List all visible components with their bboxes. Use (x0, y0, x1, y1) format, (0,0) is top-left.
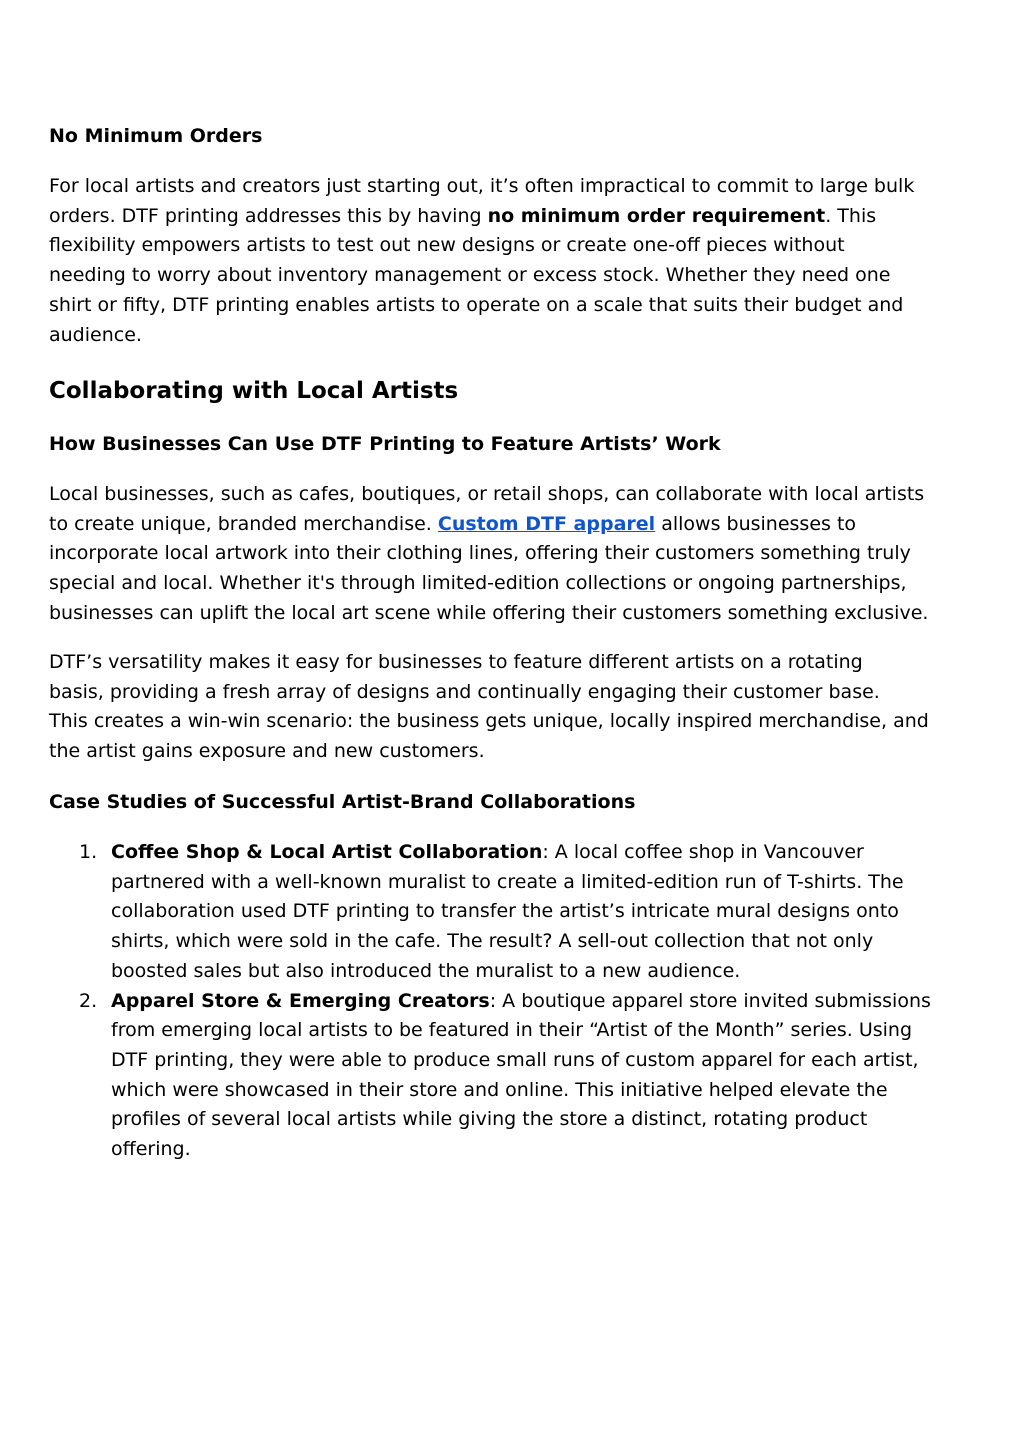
text-line: profiles of several local artists while giving the store a distinct, rotating product (111, 1108, 868, 1131)
heading-collaborating-with-local-artists: Collaborating with Local Artists (49, 378, 459, 404)
heading-case-studies: Case Studies of Successful Artist-Brand Collaborations (49, 791, 636, 813)
bold-no-minimum-requirement: no minimum order requirement (487, 204, 826, 227)
list-number: 2. (79, 989, 98, 1012)
text-line: which were showcased in their store and online. This initiative helped elevate the (111, 1078, 888, 1101)
paragraph-local-businesses (49, 480, 969, 629)
text-line: orders. DTF printing addresses this by having no minimum order requirement. This (49, 204, 877, 227)
heading-how-businesses: How Businesses Can Use DTF Printing to Feature Artists’ Work (49, 433, 721, 455)
list-item (49, 987, 969, 1165)
text-line: to create unique, branded merchandise. Custom DTF apparel allows businesses to (49, 512, 857, 535)
text-line: shirts, which were sold in the cafe. The result? A sell-out collection that not only (111, 930, 874, 953)
text-line: For local artists and creators just starting out, it’s often impractical to commit to large bulk (49, 175, 915, 197)
text-line: DTF’s versatility makes it easy for businesses to feature different artists on a rotating (49, 651, 863, 673)
case-title: Coffee Shop & Local Artist Collaboration (111, 841, 543, 863)
text-line: flexibility empowers artists to test out new designs or create one-off pieces without (49, 234, 845, 257)
text-line: partnered with a well-known muralist to create a limited-edition run of T-shirts. The (111, 870, 904, 893)
text-line: incorporate local artwork into their clothing lines, offering their customers something truly (49, 542, 911, 565)
text-line: basis, providing a fresh array of designs and continually engaging their customer base. (49, 680, 880, 703)
text-line: audience. (49, 323, 142, 346)
heading-no-minimum-orders: No Minimum Orders (49, 125, 263, 147)
text-line: boosted sales but also introduced the muralist to a new audience. (111, 959, 741, 982)
text-line: special and local. Whether it's through limited-edition collections or ongoing partnerships, (49, 572, 907, 595)
list-item (49, 838, 969, 987)
text-line: offering. (111, 1138, 191, 1161)
text-line: Apparel Store & Emerging Creators: A boutique apparel store invited submissions (111, 989, 931, 1012)
paragraph-dtf-versatility (49, 648, 969, 767)
paragraph-no-minimum (49, 172, 969, 350)
text-line: from emerging local artists to be featured in their “Artist of the Month” series. Using (111, 1019, 913, 1042)
text-line: Coffee Shop & Local Artist Collaboration: A local coffee shop in Vancouver (111, 841, 864, 863)
custom-dtf-apparel-link[interactable]: Custom DTF apparel (437, 512, 656, 535)
text-line: the artist gains exposure and new customers. (49, 740, 485, 763)
text-line: Local businesses, such as cafes, boutiques, or retail shops, can collaborate with local artists (49, 483, 925, 505)
case-studies-list (49, 838, 969, 1165)
text-line: businesses can uplift the local art scene while offering their customers something exclusive. (49, 601, 929, 624)
text-line: shirt or fifty, DTF printing enables artists to operate on a scale that suits their budget and (49, 293, 904, 316)
text-line: DTF printing, they were able to produce small runs of custom apparel for each artist, (111, 1048, 919, 1071)
list-number: 1. (79, 841, 98, 863)
text-line: needing to worry about inventory management or excess stock. Whether they need one (49, 264, 891, 287)
case-title: Apparel Store & Emerging Creators (111, 989, 490, 1012)
text-line: This creates a win-win scenario: the business gets unique, locally inspired merchandise, and (49, 710, 929, 733)
text-line: collaboration used DTF printing to transfer the artist’s intricate mural designs onto (111, 900, 899, 923)
